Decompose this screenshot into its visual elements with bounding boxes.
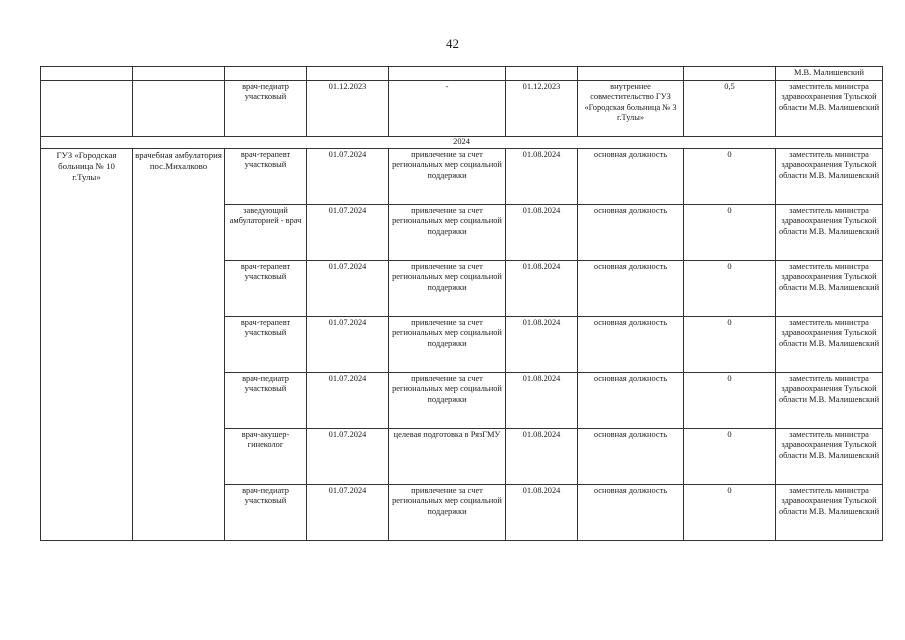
responsible-cell: заместитель министра здравоохранения Тульской области М.В. Малишевский (776, 316, 883, 372)
end-date-cell: 01.08.2024 (506, 484, 578, 540)
responsible-cell: заместитель министра здравоохранения Тульской области М.В. Малишевский (776, 80, 883, 136)
start-date-cell: 01.12.2023 (307, 80, 389, 136)
end-date-cell: 01.08.2024 (506, 316, 578, 372)
rate-cell: 0 (684, 148, 776, 204)
rate-cell: 0 (684, 428, 776, 484)
mechanism-cell: привлечение за счет региональных мер социальной поддержки (389, 260, 506, 316)
start-date-cell: 01.07.2024 (307, 428, 389, 484)
position-cell: врач-терапевт участковый (225, 316, 307, 372)
start-date-cell: 01.07.2024 (307, 260, 389, 316)
end-date-cell: 01.08.2024 (506, 428, 578, 484)
end-date-cell: 01.12.2023 (506, 80, 578, 136)
mechanism-cell: привлечение за счет региональных мер социальной поддержки (389, 204, 506, 260)
organization-cell: ГУЗ «Городская больница № 10 г.Тулы» (41, 148, 133, 540)
responsible-cell: заместитель министра здравоохранения Тульской области М.В. Малишевский (776, 260, 883, 316)
responsible-cell: М.В. Малишевский (776, 67, 883, 81)
position-cell: врач-терапевт участковый (225, 148, 307, 204)
end-date-cell: 01.08.2024 (506, 372, 578, 428)
page-number: 42 (446, 36, 459, 51)
employment-cell: основная должность (578, 484, 684, 540)
employment-cell: основная должность (578, 260, 684, 316)
position-cell: врач-терапевт участковый (225, 260, 307, 316)
rate-cell: 0 (684, 484, 776, 540)
responsible-cell: заместитель министра здравоохранения Тульской области М.В. Малишевский (776, 372, 883, 428)
mechanism-cell: привлечение за счет региональных мер социальной поддержки (389, 484, 506, 540)
rate-cell: 0 (684, 316, 776, 372)
employment-cell: основная должность (578, 428, 684, 484)
employment-cell: внутреннее совместительство ГУЗ «Городская больница № 3 г.Тулы» (578, 80, 684, 136)
rate-cell: 0 (684, 204, 776, 260)
position-cell: заведующий амбулаторией - врач (225, 204, 307, 260)
table-row (41, 67, 883, 81)
start-date-cell: 01.07.2024 (307, 372, 389, 428)
table-row (41, 148, 883, 204)
rate-cell: 0 (684, 260, 776, 316)
employment-cell: основная должность (578, 148, 684, 204)
table-row (41, 80, 883, 136)
year-label: 2024 (41, 136, 883, 148)
responsible-cell: заместитель министра здравоохранения Тульской области М.В. Малишевский (776, 204, 883, 260)
position-cell: врач-акушер-гинеколог (225, 428, 307, 484)
year-row (41, 136, 883, 148)
responsible-cell: заместитель министра здравоохранения Тульской области М.В. Малишевский (776, 148, 883, 204)
staffing-table (40, 66, 883, 541)
start-date-cell: 01.07.2024 (307, 204, 389, 260)
position-cell: врач-педиатр участковый (225, 80, 307, 136)
start-date-cell: 01.07.2024 (307, 148, 389, 204)
employment-cell: основная должность (578, 204, 684, 260)
position-cell: врач-педиатр участковый (225, 372, 307, 428)
responsible-cell: заместитель министра здравоохранения Тульской области М.В. Малишевский (776, 428, 883, 484)
mechanism-cell: - (389, 80, 506, 136)
employment-cell: основная должность (578, 316, 684, 372)
end-date-cell: 01.08.2024 (506, 148, 578, 204)
position-cell: врач-педиатр участковый (225, 484, 307, 540)
rate-cell: 0 (684, 372, 776, 428)
end-date-cell: 01.08.2024 (506, 260, 578, 316)
mechanism-cell: привлечение за счет региональных мер социальной поддержки (389, 372, 506, 428)
start-date-cell: 01.07.2024 (307, 484, 389, 540)
mechanism-cell: привлечение за счет региональных мер социальной поддержки (389, 148, 506, 204)
rate-cell: 0,5 (684, 80, 776, 136)
subdivision-cell: врачебная амбулатория пос.Михалково (133, 148, 225, 540)
mechanism-cell: привлечение за счет региональных мер социальной поддержки (389, 316, 506, 372)
mechanism-cell: целевая подготовка в РязГМУ (389, 428, 506, 484)
responsible-cell: заместитель министра здравоохранения Тульской области М.В. Малишевский (776, 484, 883, 540)
start-date-cell: 01.07.2024 (307, 316, 389, 372)
end-date-cell: 01.08.2024 (506, 204, 578, 260)
employment-cell: основная должность (578, 372, 684, 428)
